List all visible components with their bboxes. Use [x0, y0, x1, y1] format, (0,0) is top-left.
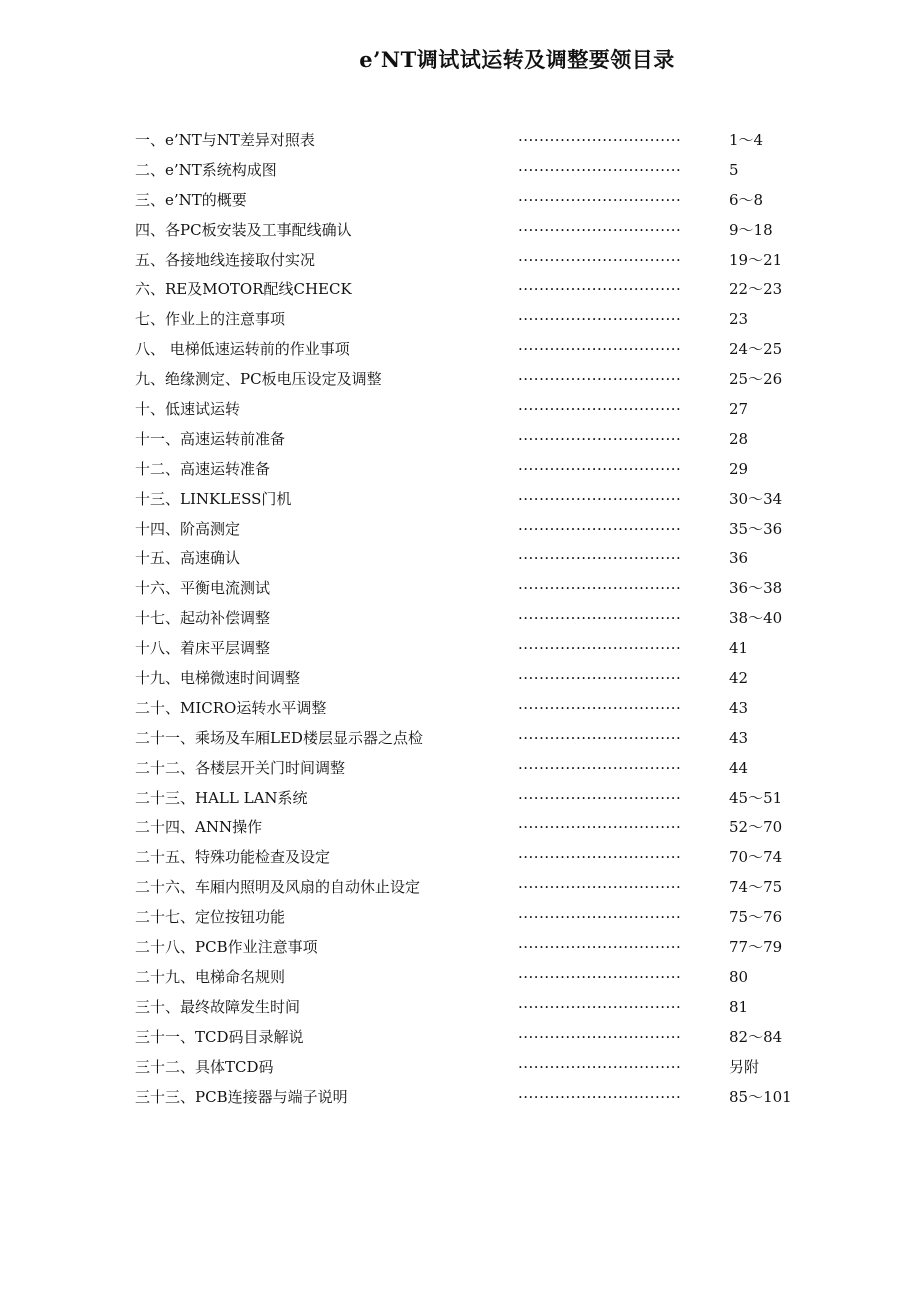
toc-entry-label: 十、低速试运转: [135, 400, 241, 419]
dot-leader: ·······························: [518, 639, 682, 658]
toc-entry-page: 44: [729, 758, 749, 777]
toc-entry: [0, 485, 920, 515]
toc-entry-label: 十五、高速确认: [135, 549, 241, 568]
toc-entry-page: 38～40: [729, 609, 783, 628]
dot-leader: ·······························: [518, 220, 682, 239]
toc-entry-page: 另附: [729, 1057, 760, 1076]
toc-entry: [0, 694, 920, 724]
toc-entry: [0, 604, 920, 634]
toc-entry: [0, 813, 920, 843]
toc-entry-label: 二十八、PCB作业注意事项: [135, 938, 318, 957]
toc-entry-page: 36～38: [729, 579, 783, 598]
toc-entry-label: 十一、高速运转前准备: [135, 429, 286, 448]
toc-entry-label: 十二、高速运转准备: [135, 459, 271, 478]
toc-entry-page: 75～76: [729, 908, 783, 927]
toc-entry-page: 42: [729, 669, 749, 688]
toc-entry: [0, 574, 920, 604]
dot-leader: ·······························: [518, 997, 682, 1016]
toc-entry-label: 二十二、各楼层开关门时间调整: [135, 758, 346, 777]
toc-entry-page: 23: [729, 310, 749, 329]
toc-entry-page: 41: [729, 639, 749, 658]
dot-leader: ·······························: [518, 848, 682, 867]
dot-leader: ·······························: [518, 758, 682, 777]
toc-entry: [0, 724, 920, 754]
toc-entry-label: 十九、电梯微速时间调整: [135, 669, 301, 688]
toc-entry-page: 45～51: [729, 788, 783, 807]
toc-entry: [0, 903, 920, 933]
toc-entry-page: 43: [729, 728, 749, 747]
toc-entry-page: 70～74: [729, 848, 783, 867]
toc-entry: [0, 335, 920, 365]
toc-entry-label: 二十六、车厢内照明及风扇的自动休止设定: [135, 878, 421, 897]
toc-entry-page: 24～25: [729, 340, 783, 359]
table-of-contents: [0, 126, 920, 1112]
toc-entry-page: 85～101: [729, 1087, 792, 1106]
dot-leader: ·······························: [518, 340, 682, 359]
toc-entry-page: 80: [729, 967, 749, 986]
dot-leader: ·······························: [518, 579, 682, 598]
toc-entry-label: 二十四、ANN操作: [135, 818, 263, 837]
toc-entry-label: 二十、MICRO运转水平调整: [135, 698, 327, 717]
dot-leader: ·······························: [518, 938, 682, 957]
toc-entry: [0, 754, 920, 784]
toc-entry-page: 82～84: [729, 1027, 783, 1046]
toc-entry: [0, 784, 920, 814]
dot-leader: ·······························: [518, 459, 682, 478]
dot-leader: ·······························: [518, 549, 682, 568]
dot-leader: ·······························: [518, 788, 682, 807]
dot-leader: ·······························: [518, 728, 682, 747]
dot-leader: ·······························: [518, 190, 682, 209]
toc-entry: [0, 455, 920, 485]
toc-entry: [0, 634, 920, 664]
page-title: e’NT调试试运转及调整要领目录: [359, 47, 675, 72]
toc-entry-label: 十三、LINKLESS门机: [135, 489, 292, 508]
toc-entry-label: 二十五、特殊功能检查及设定: [135, 848, 331, 867]
toc-entry-label: 二十三、HALL LAN系统: [135, 788, 308, 807]
toc-entry: [0, 156, 920, 186]
toc-entry-label: 九、绝缘测定、PC板电压设定及调整: [135, 370, 382, 389]
toc-entry-page: 81: [729, 997, 749, 1016]
toc-entry: [0, 186, 920, 216]
toc-entry-label: 三十二、具体TCD码: [135, 1057, 274, 1076]
toc-entry-label: 三十三、PCB连接器与端子说明: [135, 1087, 348, 1106]
toc-entry-label: 二十一、乘场及车厢LED楼层显示器之点检: [135, 728, 423, 747]
toc-entry-label: 五、各接地线连接取付实况: [135, 250, 316, 269]
toc-entry: [0, 275, 920, 305]
dot-leader: ·······························: [518, 908, 682, 927]
dot-leader: ·······························: [518, 818, 682, 837]
toc-entry: [0, 126, 920, 156]
toc-entry-page: 35～36: [729, 519, 783, 538]
toc-entry: [0, 246, 920, 276]
toc-entry: [0, 544, 920, 574]
toc-entry-label: 六、RE及MOTOR配线CHECK: [135, 280, 352, 299]
toc-entry-page: 1～4: [729, 131, 764, 149]
toc-entry-page: 43: [729, 698, 749, 717]
toc-entry: [0, 365, 920, 395]
toc-entry-page: 19～21: [729, 250, 783, 269]
dot-leader: ·······························: [518, 1057, 682, 1076]
dot-leader: ·······························: [518, 1027, 682, 1046]
toc-entry-label: 十四、阶高测定: [135, 519, 241, 538]
toc-entry-label: 二十七、定位按钮功能: [135, 908, 286, 927]
toc-entry-label: 三、e’NT的概要: [135, 190, 247, 209]
dot-leader: ·······························: [518, 669, 682, 688]
toc-entry-page: 22～23: [729, 280, 783, 299]
dot-leader: ·······························: [518, 429, 682, 448]
toc-entry-page: 29: [729, 459, 749, 478]
dot-leader: ·······························: [518, 967, 682, 986]
toc-entry-label: 十八、着床平层调整: [135, 639, 271, 658]
dot-leader: ·······························: [518, 310, 682, 329]
toc-entry: [0, 993, 920, 1023]
toc-entry-page: 74～75: [729, 878, 783, 897]
toc-entry: [0, 216, 920, 246]
toc-entry-label: 二、e’NT系统构成图: [135, 160, 277, 179]
dot-leader: ·······························: [518, 698, 682, 717]
toc-entry: [0, 843, 920, 873]
dot-leader: ·······························: [518, 400, 682, 419]
dot-leader: ·······························: [518, 878, 682, 897]
toc-entry-page: 52～70: [729, 818, 783, 837]
dot-leader: ·······························: [518, 280, 682, 299]
toc-entry: [0, 963, 920, 993]
toc-entry: [0, 1083, 920, 1113]
toc-entry: [0, 515, 920, 545]
toc-entry-label: 三十一、TCD码目录解说: [135, 1027, 304, 1046]
dot-leader: ·······························: [518, 370, 682, 389]
toc-entry-page: 9～18: [729, 220, 773, 239]
toc-entry-page: 25～26: [729, 370, 783, 389]
toc-entry: [0, 305, 920, 335]
toc-entry: [0, 425, 920, 455]
dot-leader: ·······························: [518, 519, 682, 538]
dot-leader: ·······························: [518, 609, 682, 628]
toc-entry: [0, 933, 920, 963]
dot-leader: ·······························: [518, 160, 682, 179]
toc-entry: [0, 395, 920, 425]
toc-entry: [0, 1053, 920, 1083]
toc-entry-label: 十六、平衡电流测试: [135, 579, 271, 598]
toc-entry-label: 七、作业上的注意事项: [135, 310, 286, 329]
toc-entry-page: 6～8: [729, 190, 764, 209]
toc-entry-label: 四、各PC板安装及工事配线确认: [135, 220, 352, 239]
toc-entry-page: 27: [729, 400, 749, 419]
toc-entry: [0, 664, 920, 694]
toc-entry-label: 八、 电梯低速运转前的作业事项: [135, 340, 350, 359]
toc-entry: [0, 873, 920, 903]
toc-entry-label: 二十九、电梯命名规则: [135, 967, 286, 986]
toc-entry-label: 三十、最终故障发生时间: [135, 997, 301, 1016]
toc-entry-page: 77～79: [729, 938, 783, 957]
toc-entry-label: 十七、起动补偿调整: [135, 609, 271, 628]
toc-entry-page: 28: [729, 429, 749, 448]
toc-entry-page: 5: [729, 160, 739, 179]
toc-entry-label: 一、e’NT与NT差异对照表: [135, 131, 315, 149]
dot-leader: ·······························: [518, 489, 682, 508]
dot-leader: ·······························: [518, 250, 682, 269]
toc-entry: [0, 1023, 920, 1053]
toc-entry-page: 30～34: [729, 489, 783, 508]
dot-leader: ·······························: [518, 131, 682, 149]
toc-entry-page: 36: [729, 549, 749, 568]
dot-leader: ·······························: [518, 1087, 682, 1106]
